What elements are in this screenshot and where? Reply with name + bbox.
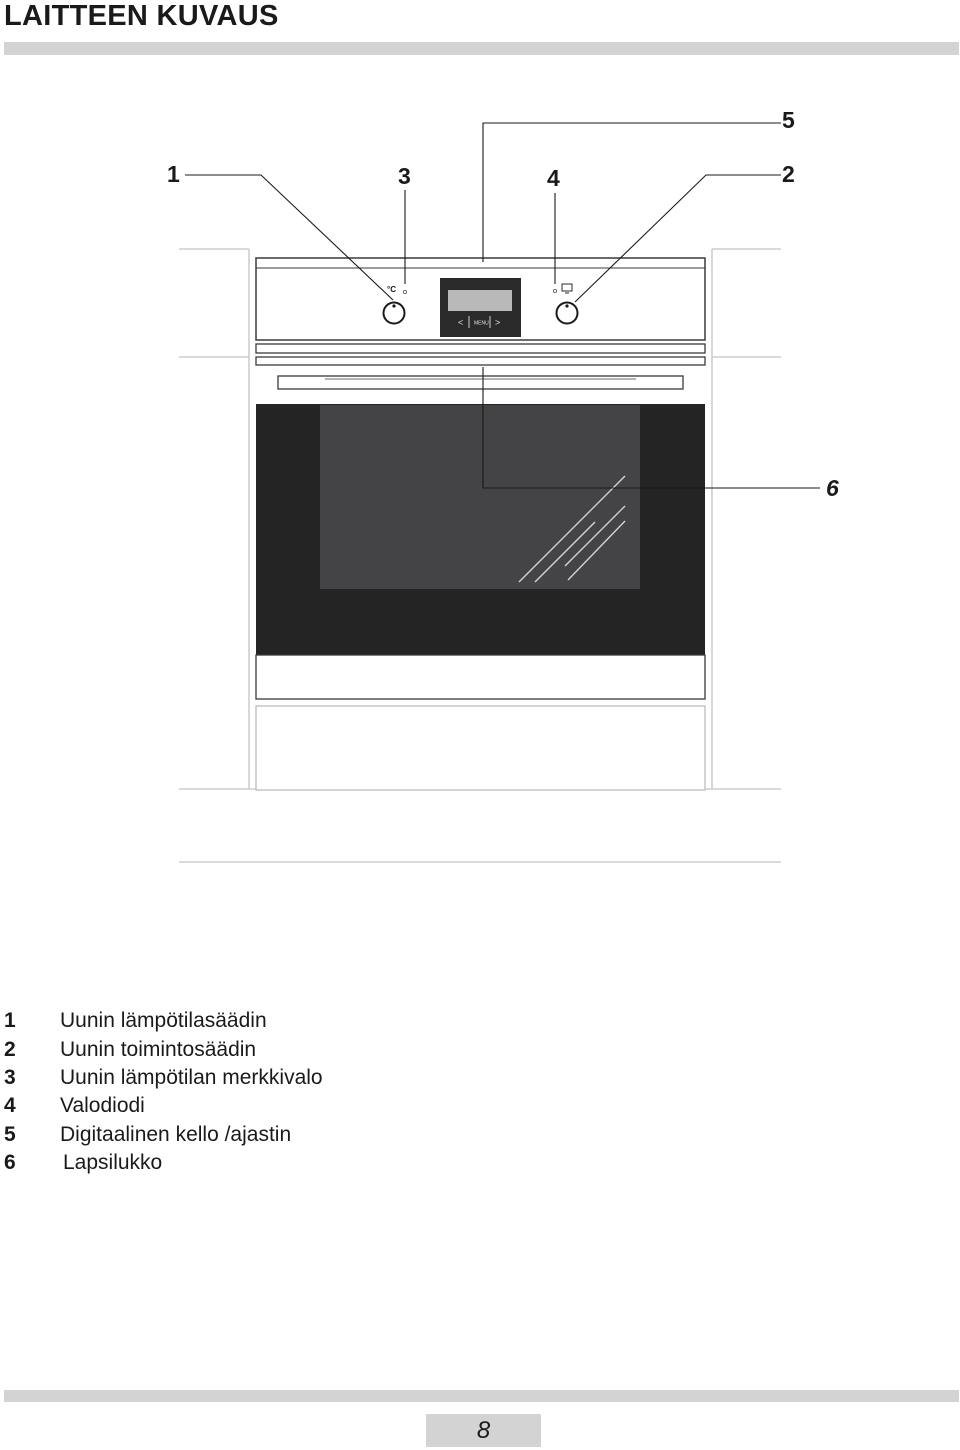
footer-divider xyxy=(4,1390,959,1402)
legend-item xyxy=(4,1064,323,1092)
legend-number: 5 xyxy=(4,1122,16,1146)
display-right-button[interactable]: > xyxy=(495,317,501,328)
page-number: 8 xyxy=(426,1414,541,1447)
legend-text: Uunin lämpötilasäädin xyxy=(60,1009,267,1033)
lower-drawer xyxy=(256,706,705,790)
temperature-symbol: °C xyxy=(387,285,396,294)
legend-item xyxy=(4,1092,323,1120)
digital-clock-display xyxy=(440,278,521,337)
callout-2: 2 xyxy=(782,161,795,187)
legend xyxy=(4,1007,323,1177)
display-menu-button[interactable]: MENU xyxy=(474,320,489,327)
legend-text: Digitaalinen kello /ajastin xyxy=(60,1122,292,1146)
function-knob[interactable] xyxy=(557,303,578,324)
legend-text: Valodiodi xyxy=(60,1094,145,1118)
legend-number: 1 xyxy=(4,1009,16,1033)
callout-4: 4 xyxy=(547,165,560,191)
callout-3: 3 xyxy=(398,163,411,189)
door-top-strip xyxy=(256,344,705,365)
legend-number: 6 xyxy=(4,1151,16,1175)
legend-number: 3 xyxy=(4,1065,16,1089)
legend-item xyxy=(4,1035,323,1063)
oven-door-window xyxy=(256,404,705,699)
legend-item xyxy=(4,1007,323,1035)
legend-number: 2 xyxy=(4,1037,16,1061)
legend-item xyxy=(4,1121,323,1149)
legend-item xyxy=(4,1149,323,1177)
temperature-knob[interactable] xyxy=(384,303,405,324)
legend-number: 4 xyxy=(4,1094,16,1118)
page-title: LAITTEEN KUVAUS xyxy=(4,0,279,32)
callout-6: 6 xyxy=(826,475,839,501)
door-handle[interactable] xyxy=(278,376,683,389)
legend-text: Uunin lämpötilan merkkivalo xyxy=(60,1065,323,1089)
callout-1: 1 xyxy=(167,161,180,187)
callout-5: 5 xyxy=(782,107,795,133)
legend-text: Uunin toimintosäädin xyxy=(60,1037,257,1061)
display-left-button[interactable]: < xyxy=(458,317,464,328)
legend-text: Lapsilukko xyxy=(63,1151,163,1175)
